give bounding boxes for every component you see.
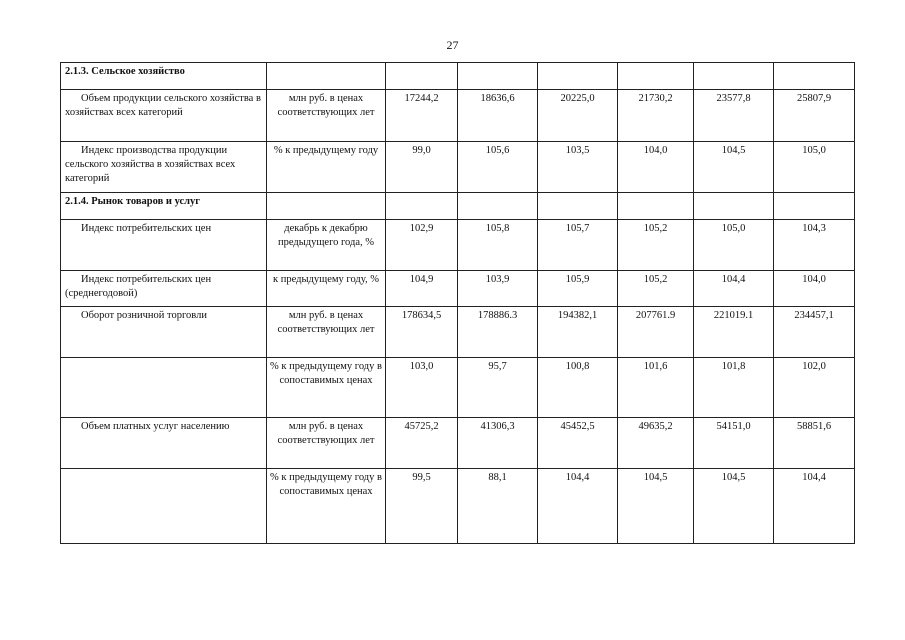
- value-cell: 100,8: [538, 358, 618, 418]
- value-cell: 105,6: [458, 142, 538, 193]
- value-cell: 103,0: [386, 358, 458, 418]
- value-cell: 45725,2: [386, 418, 458, 469]
- value-cell: 21730,2: [618, 90, 694, 142]
- value-cell: 207761.9: [618, 307, 694, 358]
- value-cell: 105,9: [538, 271, 618, 307]
- row-unit: % к предыдущему году: [267, 142, 386, 193]
- row-unit: % к предыдущему году в сопоставимых ценах: [267, 469, 386, 544]
- section-title: 2.1.4. Рынок товаров и услуг: [61, 193, 267, 220]
- value-cell: 102,9: [386, 220, 458, 271]
- statistics-table: [60, 62, 855, 544]
- value-cell: 104,0: [618, 142, 694, 193]
- row-label: Оборот розничной торговли: [61, 307, 267, 358]
- table-row: [61, 418, 855, 469]
- value-cell: 104,9: [386, 271, 458, 307]
- table-row: [61, 469, 855, 544]
- row-label: Объем продукции сельского хозяйства в хозяйствах всех категорий: [61, 90, 267, 142]
- table-row: [61, 271, 855, 307]
- value-cell: 105,0: [694, 220, 774, 271]
- value-cell: 105,7: [538, 220, 618, 271]
- table-row: [61, 142, 855, 193]
- value-cell: 49635,2: [618, 418, 694, 469]
- value-cell: 23577,8: [694, 90, 774, 142]
- table-row: [61, 307, 855, 358]
- value-cell: 221019.1: [694, 307, 774, 358]
- row-unit: % к предыдущему году в сопоставимых ценах: [267, 358, 386, 418]
- section-header-row: [61, 63, 855, 90]
- value-cell: 104,5: [618, 469, 694, 544]
- section-title: 2.1.3. Сельское хозяйство: [61, 63, 267, 90]
- value-cell: 95,7: [458, 358, 538, 418]
- table-row: [61, 220, 855, 271]
- value-cell: 194382,1: [538, 307, 618, 358]
- value-cell: 99,5: [386, 469, 458, 544]
- section-header-row: [61, 193, 855, 220]
- row-label: Индекс производства продукции сельского хозяйства в хозяйствах всех категорий: [61, 142, 267, 193]
- value-cell: 104,4: [694, 271, 774, 307]
- value-cell: 104,4: [774, 469, 855, 544]
- value-cell: 101,6: [618, 358, 694, 418]
- table-row: [61, 358, 855, 418]
- value-cell: 102,0: [774, 358, 855, 418]
- value-cell: 25807,9: [774, 90, 855, 142]
- value-cell: 54151,0: [694, 418, 774, 469]
- page-number: 27: [446, 38, 459, 52]
- value-cell: 88,1: [458, 469, 538, 544]
- value-cell: 17244,2: [386, 90, 458, 142]
- value-cell: 104,5: [694, 469, 774, 544]
- value-cell: 45452,5: [538, 418, 618, 469]
- row-unit: млн руб. в ценах соответствующих лет: [267, 90, 386, 142]
- value-cell: 104,3: [774, 220, 855, 271]
- value-cell: 20225,0: [538, 90, 618, 142]
- value-cell: 58851,6: [774, 418, 855, 469]
- row-label: Индекс потребительских цен (среднегодовой): [61, 271, 267, 307]
- value-cell: 104,0: [774, 271, 855, 307]
- row-unit: млн руб. в ценах соответствующих лет: [267, 418, 386, 469]
- row-unit: к предыдущему году, %: [267, 271, 386, 307]
- value-cell: 99,0: [386, 142, 458, 193]
- value-cell: 104,5: [694, 142, 774, 193]
- row-label: [61, 469, 267, 544]
- value-cell: 105,2: [618, 220, 694, 271]
- row-unit: декабрь к декабрю предыдущего года, %: [267, 220, 386, 271]
- value-cell: 234457,1: [774, 307, 855, 358]
- value-cell: 178886.3: [458, 307, 538, 358]
- table-row: [61, 90, 855, 142]
- value-cell: 104,4: [538, 469, 618, 544]
- value-cell: 105,0: [774, 142, 855, 193]
- value-cell: 105,2: [618, 271, 694, 307]
- value-cell: 178634,5: [386, 307, 458, 358]
- row-unit: млн руб. в ценах соответствующих лет: [267, 307, 386, 358]
- value-cell: 41306,3: [458, 418, 538, 469]
- value-cell: 103,5: [538, 142, 618, 193]
- value-cell: 18636,6: [458, 90, 538, 142]
- row-label: Индекс потребительских цен: [61, 220, 267, 271]
- value-cell: 101,8: [694, 358, 774, 418]
- row-label: [61, 358, 267, 418]
- row-label: Объем платных услуг населению: [61, 418, 267, 469]
- value-cell: 105,8: [458, 220, 538, 271]
- value-cell: 103,9: [458, 271, 538, 307]
